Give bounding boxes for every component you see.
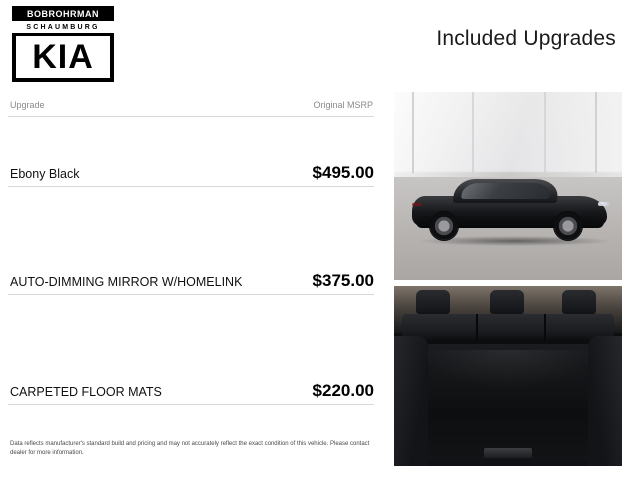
page-title: Included Upgrades — [436, 27, 616, 50]
row-divider — [8, 404, 374, 405]
backdrop-seam — [544, 92, 546, 173]
dealer-logo-brand — [12, 33, 114, 82]
seat-headrest — [416, 290, 450, 314]
upgrade-price: $495.00 — [312, 163, 374, 182]
table-row — [8, 271, 374, 295]
upgrade-label: AUTO-DIMMING MIRROR W/HOMELINK — [10, 275, 243, 289]
dealer-logo-top-text: BOBROHRMAN — [12, 6, 114, 21]
column-header-upgrade: Upgrade — [10, 100, 45, 110]
seat-split-line — [476, 314, 478, 340]
seat-headrest — [490, 290, 524, 314]
upgrade-price: $220.00 — [312, 381, 374, 400]
upgrade-label: Ebony Black — [10, 167, 80, 181]
table-row — [8, 163, 374, 187]
vehicle-exterior-photo — [394, 92, 622, 280]
seat-split-line — [544, 314, 546, 340]
car-headlight — [598, 202, 610, 206]
car-illustration — [406, 176, 611, 238]
cargo-highlight — [420, 350, 596, 390]
upgrade-price: $375.00 — [312, 271, 374, 290]
disclaimer-text: Data reflects manufacturer's standard build and pricing and may not accurately reflect the exact condition of this vehicle. Please contact dealer for more information. — [10, 441, 370, 456]
car-window — [461, 183, 551, 199]
backdrop-seam — [595, 92, 597, 173]
backdrop-seam — [412, 92, 414, 173]
row-divider — [8, 186, 374, 187]
dealer-logo-subtitle: SCHAUMBURG — [12, 21, 114, 33]
rear-seatback — [402, 314, 614, 340]
backdrop-seam — [472, 92, 474, 173]
cargo-scene — [394, 286, 622, 466]
car-taillight — [412, 203, 422, 206]
car-wheel — [430, 212, 458, 240]
table-row — [8, 381, 374, 405]
upgrade-label: CARPETED FLOOR MATS — [10, 385, 162, 399]
dealer-logo — [12, 6, 114, 82]
column-header-msrp: Original MSRP — [313, 100, 373, 110]
header-divider — [8, 116, 374, 117]
cargo-sill-trim — [484, 448, 532, 458]
dealer-logo-brand-text: KIA — [32, 38, 94, 76]
vehicle-cargo-photo — [394, 286, 622, 466]
car-wheel — [554, 212, 582, 240]
seat-headrest — [562, 290, 596, 314]
row-divider — [8, 294, 374, 295]
